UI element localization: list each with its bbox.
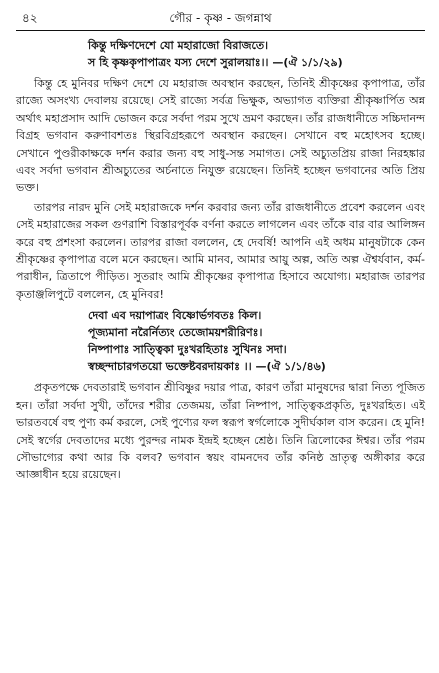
paragraph-1: কিন্তু হে মুনিবর দক্ষিণ দেশে যে মহারাজ অবস্থান করছেন, তিনিই শ্রীকৃষ্ণের কৃপাপাত্র, তাঁর রাজ্যে অসংখ্য দেবালয় রয়েছে। সেই রাজ্যে সর্বত্র ভিক্ষুক, অভ্যাগত ব্যক্তিরা শ্রীকৃষ্ণার্পিত অন্ন অর্থাৎ মহাপ্রসাদ আদি ভোজন করে সর্বদা পরম সুখে ভ্রমণ করছেন। তাঁর রাজধানীতে সচ্চিদানন্দ বিগ্রহ ভগবান করুণাবশতঃ স্থিরবিগ্রহরূপে অবস্থান করছেন। সেখানে বহু মহোৎসব হচ্ছে। সেখানে পুণ্ডরীকাক্ষকে দর্শন করার জন্য বহু সাধু-সন্ত সমাগত। সেই অচ্যুতপ্রিয় রাজা নিরহঙ্কার এবং সর্বদা ভগবান শ্রীঅচ্যুতের অর্চনাতে নিযুক্ত রয়েছেন। তিনিই হচ্ছেন ভগবানের অতি প্রিয় ভক্ত। (16, 77, 425, 195)
verse-block-1 (88, 37, 425, 71)
page-number: ৪২ (22, 11, 38, 25)
verse-block-2 (88, 307, 425, 375)
page-header (16, 8, 425, 30)
verse-line: দেবা এব দয়াপাত্রং বিষ্ণোর্ভগবতঃ কিল। (88, 309, 262, 323)
verse-line: স হি কৃষ্ণকৃপাপাত্রং যস্য দেশে সুরালয়াঃ।। —(ঐ ১/১/২৯) (88, 56, 343, 69)
verse-line: কিন্তু দক্ষিণদেশে যো মহারাজো বিরাজতে। (88, 39, 269, 52)
verse-line: পূজ্যমানা নরৈর্নিত্যং তেজোময়শরীরিণঃ। (88, 326, 263, 340)
verse-line: নিষ্পাপাঃ সাত্ত্বিকা দুঃখরহিতাঃ সুখিনঃ সদা। (88, 343, 287, 357)
running-title: গৌর - কৃষ্ণ - জগন্নাথ (169, 11, 272, 25)
paragraph-3: প্রকৃতপক্ষে দেবতারাই ভগবান শ্রীবিষ্ণুর দয়ার পাত্র, কারণ তাঁরা মানুষদের দ্বারা নিত্য পূজিত হন। তাঁরা সর্বদা সুখী, তাঁদের শরীর তেজময়, তাঁরা নিষ্পাপ, সাত্ত্বিকপ্রকৃতি, দুঃখরহিত। এই ভারতবর্ষে বহু পুণ্য কর্ম করলে, সেই পুণ্যের ফল স্বরূপ স্বর্গলোকে সুদীর্ঘকাল বাস করেন। হে মুনি! সেই স্বর্গের দেবতাদের মধ্যে পুরন্দর নামক ইন্দ্রই হচ্ছেন শ্রেষ্ঠ। তিনি ত্রিলোকের ঈশ্বর। তাঁর পরম সৌভাগ্যের কথা আর কি বলব? ভগবান স্বয়ং বামনদেব তাঁর কনিষ্ঠ ভ্রাতৃত্ব অঙ্গীকার করে আজ্ঞাধীন হয়ে রয়েছেন। (16, 381, 425, 482)
header-rule (16, 30, 425, 31)
verse-line: স্বচ্ছন্দাচারগতয়ো ভক্তেষ্টবরদায়কাঃ ।। —(ঐ ১/১/৪৬) (88, 360, 326, 374)
paragraph-2: তারপর নারদ মুনি সেই মহারাজকে দর্শন করবার জন্য তাঁর রাজধানীতে প্রবেশ করলেন এবং সেই মহারাজের সকল গুণরাশি বিস্তারপূর্বক বর্ণনা করতে লাগলেন এবং তাঁকে বার বার আলিঙ্গন করে বহু প্রশংসা করলেন। তারপর রাজা বললেন, হে দেবর্ষি! আপনি এই অধম মানুষটাকে কেন শ্রীকৃষ্ণের কৃপাপাত্র বলে মনে করছেন। আমি মানব, আমার আয়ু অল্প, অতি অল্প ঐশ্বর্যবান, কর্ম-পরাধীন, ত্রিতাপে পীড়িত। সুতরাং আমি শ্রীকৃষ্ণের কৃপাপাত্র হিসাবে অযোগ্য। মহারাজ তারপর কৃতাঞ্জলিপুটে বললেন, হে মুনিবর! (16, 200, 425, 301)
